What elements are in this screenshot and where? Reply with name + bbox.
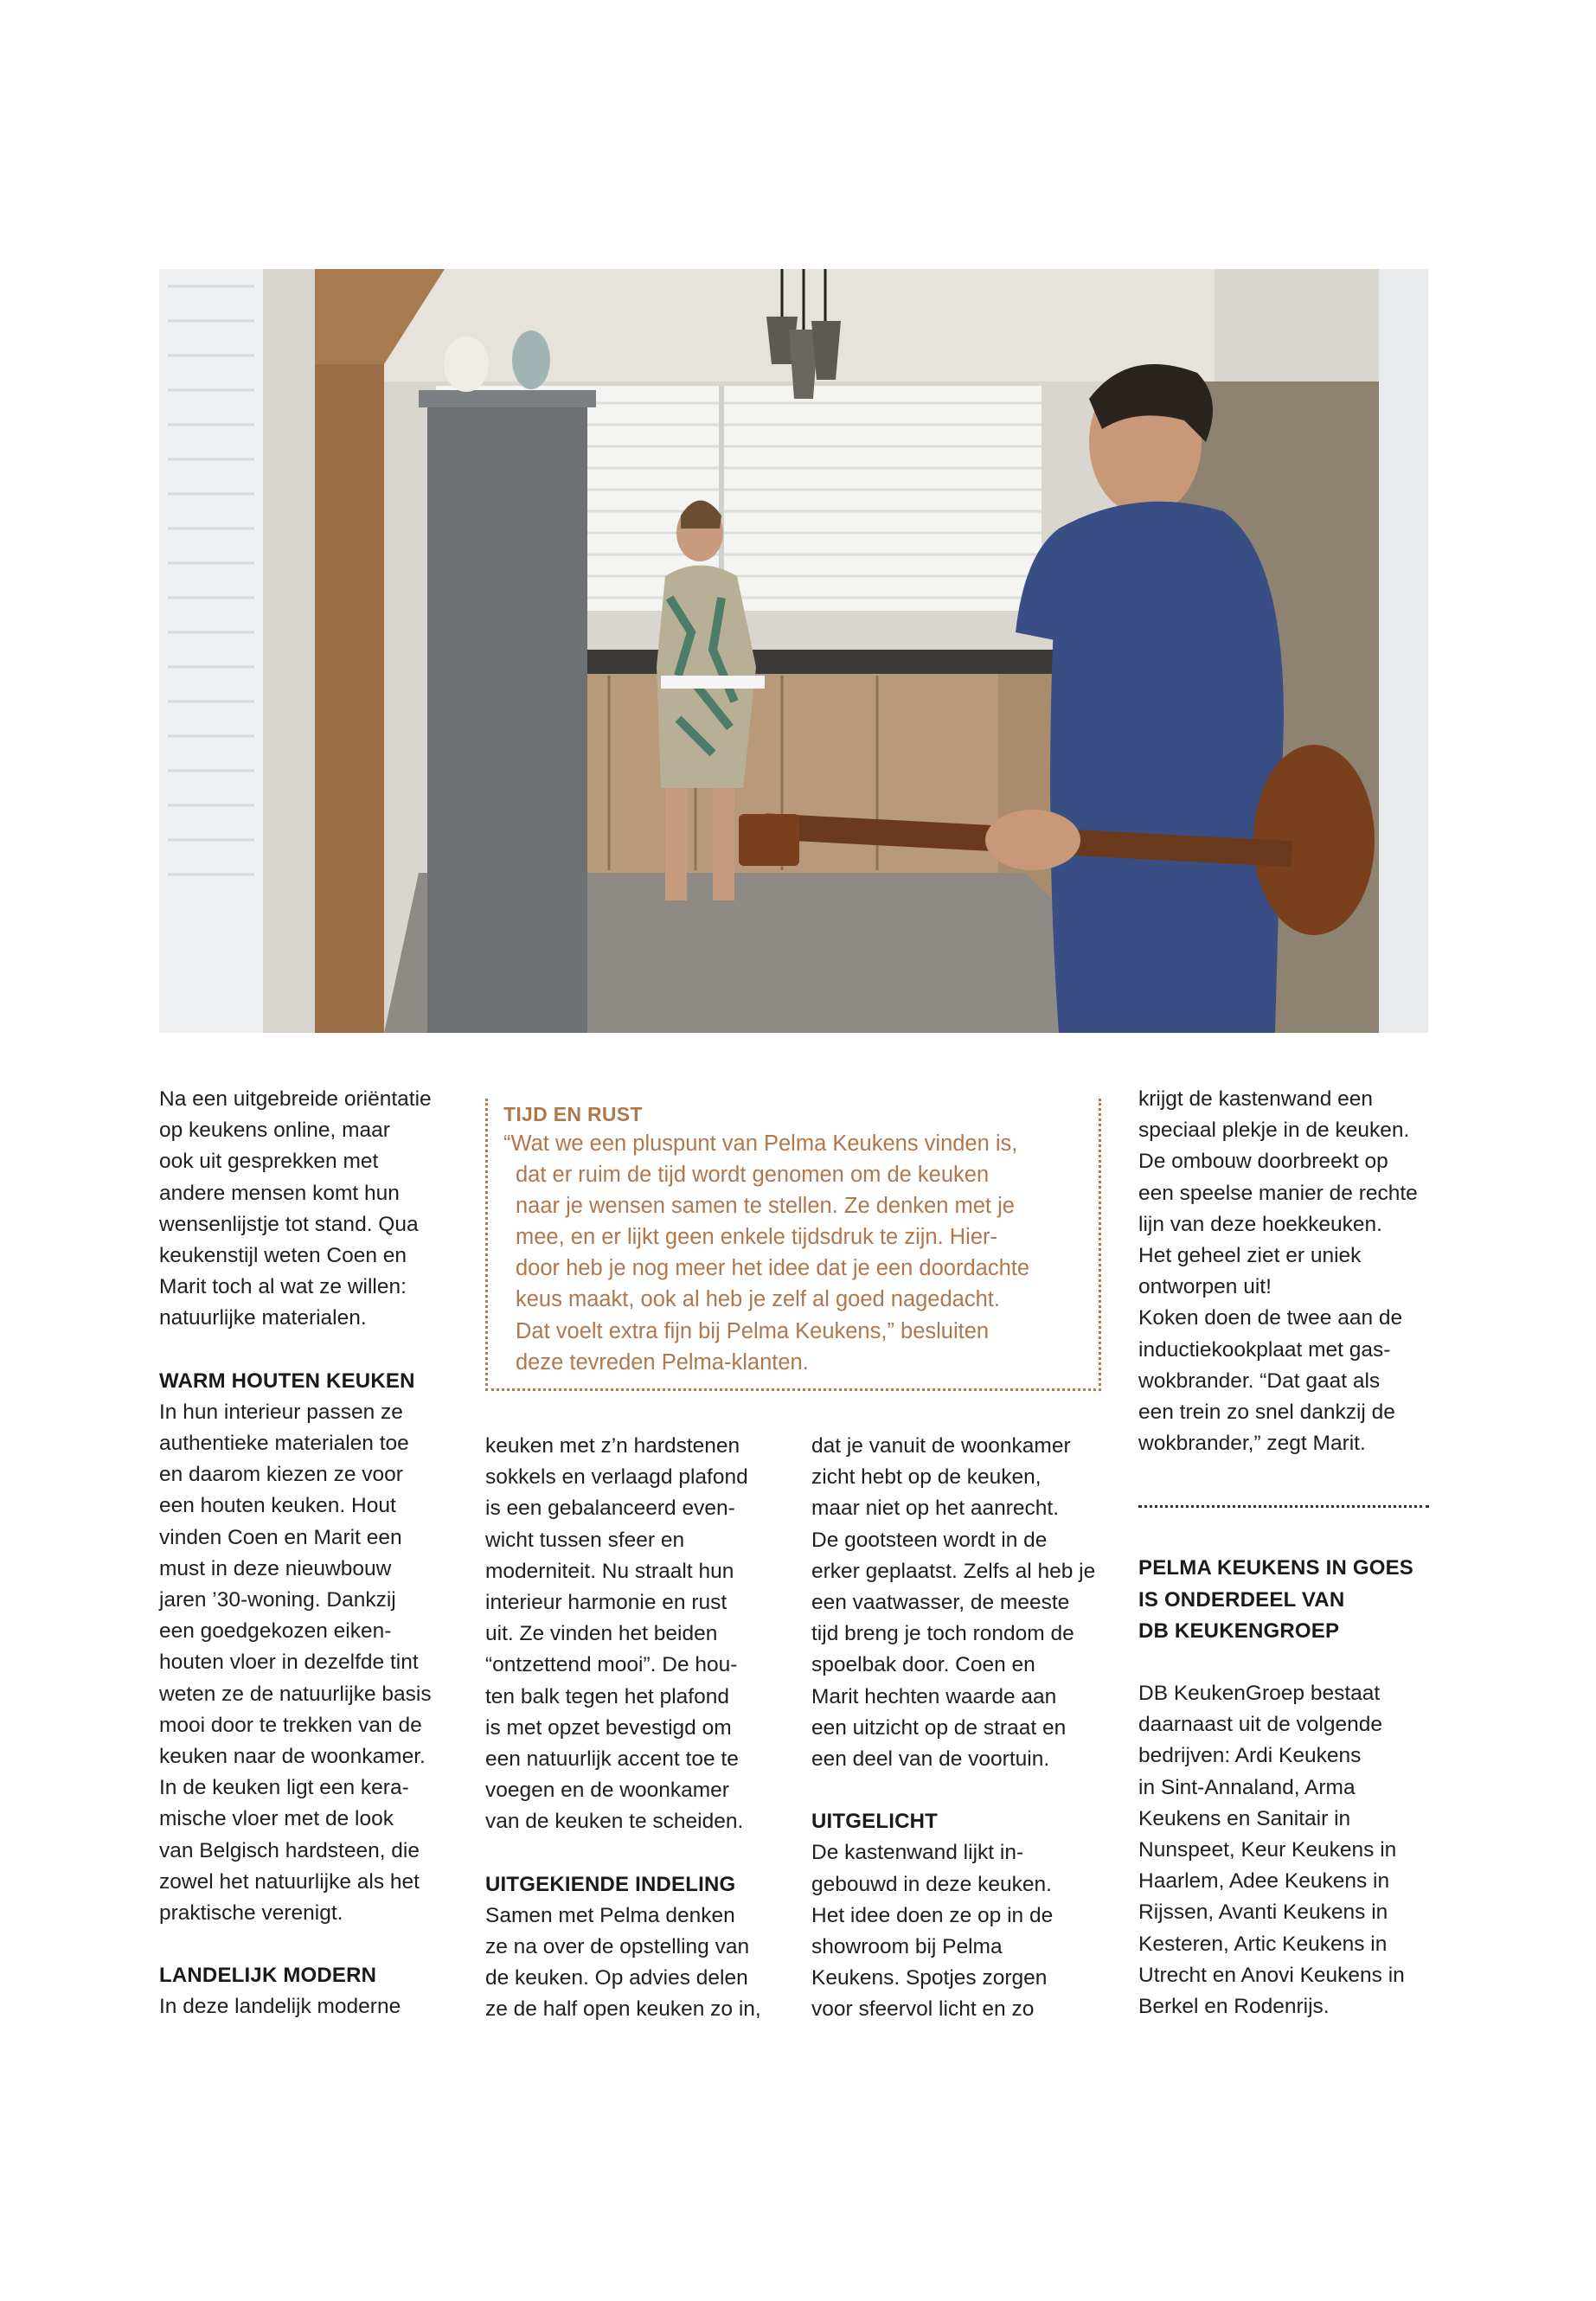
body-line: in Sint-Annaland, Arma: [1138, 1775, 1356, 1799]
intro-line: Na een uitgebreide oriëntatie: [159, 1087, 432, 1111]
body-line: Utrecht en Anovi Keukens in: [1138, 1963, 1405, 1987]
body-line: lijn van deze hoekkeuken.: [1138, 1212, 1382, 1236]
body-line: Samen met Pelma denken: [485, 1903, 735, 1927]
body-line: wokbrander,” zegt Marit.: [1138, 1432, 1366, 1456]
body-line: vinden Coen en Marit een: [159, 1525, 402, 1549]
body-line: In hun interieur passen ze: [159, 1400, 403, 1424]
body-line: is met opzet bevestigd om: [485, 1715, 732, 1740]
body-line: krijgt de kastenwand een: [1138, 1087, 1374, 1111]
body-line: bedrijven: Ardi Keukens: [1138, 1744, 1362, 1768]
body-line: moderniteit. Nu straalt hun: [485, 1559, 734, 1583]
body-line: Berkel en Rodenrijs.: [1138, 1995, 1330, 2019]
body-line: De gootsteen wordt in de: [811, 1528, 1048, 1552]
body-line: sokkels en verlaagd plafond: [485, 1465, 748, 1490]
body-line: DB KeukenGroep bestaat: [1138, 1682, 1381, 1706]
quote-line: Dat voelt extra fijn bij Pelma Keukens,” besluiten: [516, 1318, 990, 1343]
body-line: een trein zo snel dankzij de: [1138, 1400, 1395, 1425]
body-line: is een gebalanceerd even-: [485, 1497, 735, 1521]
text-column-3: [811, 1431, 1110, 2026]
section-heading-landelijk-modern: LANDELIJK MODERN: [159, 1964, 377, 1988]
intro-line: natuurlijke materialen.: [159, 1306, 367, 1330]
body-line: showroom bij Pelma: [811, 1935, 1003, 1959]
body-line: mische vloer met de look: [159, 1807, 394, 1831]
kitchen-photo: [159, 269, 1428, 1033]
text-column-4: [1138, 1084, 1437, 2022]
body-line: een houten keuken. Hout: [159, 1494, 396, 1518]
section-heading-uitgelicht: UITGELICHT: [811, 1810, 938, 1834]
body-line: mooi door te trekken van de: [159, 1713, 422, 1737]
body-line: interieur harmonie en rust: [485, 1591, 727, 1615]
intro-line: wensenlijstje tot stand. Qua: [159, 1212, 419, 1236]
body-line: In de keuken ligt een kera-: [159, 1776, 409, 1800]
quote-line: “Wat we een pluspunt van Pelma Keukens vinden is,: [503, 1131, 1018, 1156]
body-line: de keuken. Op advies delen: [485, 1966, 748, 1990]
intro-line: andere mensen komt hun: [159, 1181, 400, 1205]
intro-line: keukenstijl weten Coen en: [159, 1244, 407, 1268]
quote-line: naar je wensen samen te stellen. Ze denken met je: [516, 1194, 1015, 1219]
body-line: daarnaast uit de volgende: [1138, 1713, 1382, 1737]
body-line: ze na over de opstelling van: [485, 1935, 750, 1959]
body-line: maar niet op het aanrecht.: [811, 1497, 1060, 1521]
body-line: praktische verenigt.: [159, 1901, 343, 1926]
body-line: een natuurlijk accent toe te: [485, 1747, 739, 1772]
body-line: ten balk tegen het plafond: [485, 1684, 729, 1708]
body-line: De ombouw doorbreekt op: [1138, 1150, 1388, 1174]
body-line: een deel van de voortuin.: [811, 1747, 1050, 1772]
kitchen-scene-illustration: [159, 269, 1428, 1033]
quote-line: dat er ruim de tijd wordt genomen om de keuken: [516, 1163, 990, 1188]
body-line: een vaatwasser, de meeste: [811, 1591, 1070, 1615]
body-line: “ontzettend mooi”. De hou-: [485, 1653, 738, 1677]
intro-line: Marit toch al wat ze willen:: [159, 1275, 407, 1299]
body-line: spoelbak door. Coen en: [811, 1653, 1035, 1677]
quote-line: deze tevreden Pelma-klanten.: [516, 1349, 809, 1375]
body-line: inductiekookplaat met gas-: [1138, 1337, 1391, 1362]
body-line: Haarlem, Adee Keukens in: [1138, 1869, 1390, 1894]
section-heading-pelma-line: PELMA KEUKENS IN GOES: [1138, 1556, 1414, 1580]
section-heading-pelma-line: IS ONDERDEEL VAN: [1138, 1587, 1345, 1612]
pull-quote-box: [485, 1099, 1101, 1391]
body-line: een goedgekozen eiken-: [159, 1619, 392, 1644]
body-line: voegen en de woonkamer: [485, 1779, 729, 1803]
section-heading-pelma-line: DB KEUKENGROEP: [1138, 1618, 1340, 1643]
body-line: weten ze de natuurlijke basis: [159, 1682, 432, 1706]
body-line: van de keuken te scheiden.: [485, 1810, 744, 1834]
text-column-1: [159, 1084, 458, 2023]
body-line: Keukens en Sanitair in: [1138, 1806, 1351, 1830]
body-line: Keukens. Spotjes zorgen: [811, 1966, 1048, 1990]
body-line: wicht tussen sfeer en: [485, 1528, 685, 1552]
body-line: Koken doen de twee aan de: [1138, 1306, 1403, 1330]
section-heading-uitgekiende-indeling: UITGEKIENDE INDELING: [485, 1872, 736, 1896]
body-line: speciaal plekje in de keuken.: [1138, 1118, 1410, 1143]
body-line: jaren ’30-woning. Dankzij: [159, 1588, 396, 1612]
body-line: dat je vanuit de woonkamer: [811, 1434, 1071, 1458]
quote-line: mee, en er lijkt geen enkele tijdsdruk te zijn. Hier-: [516, 1225, 998, 1250]
body-line: In deze landelijk moderne: [159, 1995, 401, 2019]
quote-line: keus maakt, ook al heb je zelf al goed nagedacht.: [516, 1287, 1000, 1312]
body-line: voor sfeervol licht en zo: [811, 1997, 1035, 2022]
body-line: De kastenwand lijkt in-: [811, 1841, 1024, 1865]
body-line: zicht hebt op de keuken,: [811, 1465, 1042, 1490]
body-line: ontworpen uit!: [1138, 1275, 1272, 1299]
body-line: Marit hechten waarde aan: [811, 1684, 1057, 1708]
body-line: erker geplaatst. Zelfs al heb je: [811, 1559, 1096, 1583]
quote-heading: TIJD EN RUST: [503, 1103, 643, 1125]
body-line: authentieke materialen toe: [159, 1432, 409, 1456]
text-column-2: [485, 1431, 784, 2026]
body-line: en daarom kiezen ze voor: [159, 1463, 403, 1487]
body-line: houten vloer in dezelfde tint: [159, 1650, 419, 1675]
body-line: Rijssen, Avanti Keukens in: [1138, 1900, 1388, 1925]
quote-line: door heb je nog meer het idee dat je een doordachte: [516, 1256, 1030, 1281]
dotted-divider: [1138, 1505, 1429, 1508]
body-line: uit. Ze vinden het beiden: [485, 1622, 718, 1646]
quote-text: [503, 1128, 1083, 1378]
body-line: van Belgisch hardsteen, die: [159, 1838, 420, 1862]
body-line: een uitzicht op de straat en: [811, 1715, 1067, 1740]
body-line: ze de half open keuken zo in,: [485, 1997, 761, 2022]
body-line: zowel het natuurlijke als het: [159, 1869, 420, 1894]
body-line: Het idee doen ze op in de: [811, 1903, 1054, 1927]
body-line: Nunspeet, Keur Keukens in: [1138, 1838, 1397, 1862]
body-line: Het geheel ziet er uniek: [1138, 1244, 1362, 1268]
body-line: keuken met z’n hardstenen: [485, 1434, 740, 1458]
intro-line: op keukens online, maar: [159, 1118, 390, 1143]
body-line: een speelse manier de rechte: [1138, 1181, 1418, 1205]
body-line: Kesteren, Artic Keukens in: [1138, 1932, 1388, 1956]
body-line: must in deze nieuwbouw: [159, 1556, 392, 1580]
section-heading-warm-houten-keuken: WARM HOUTEN KEUKEN: [159, 1368, 415, 1393]
body-line: tijd breng je toch rondom de: [811, 1622, 1074, 1646]
body-line: gebouwd in deze keuken.: [811, 1872, 1052, 1896]
body-line: wokbrander. “Dat gaat als: [1138, 1368, 1381, 1393]
intro-line: ook uit gesprekken met: [159, 1150, 379, 1174]
body-line: keuken naar de woonkamer.: [159, 1745, 426, 1769]
